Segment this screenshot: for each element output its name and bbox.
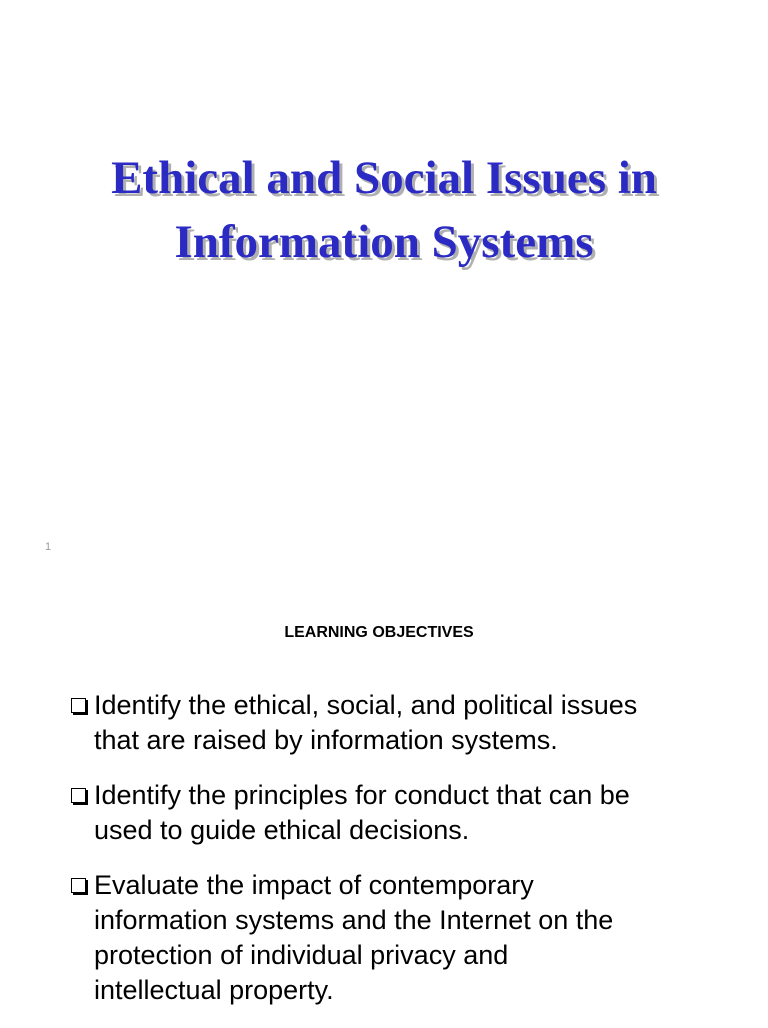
objective-item (70, 688, 730, 758)
square-bullet-icon (71, 698, 86, 713)
objectives-list (70, 688, 730, 1028)
objective-line: intellectual property. (94, 975, 334, 1005)
objective-item (70, 778, 730, 848)
objective-line: that are raised by information systems. (94, 725, 558, 755)
objective-line: Identify the ethical, social, and political issues (94, 690, 638, 720)
slide-number: 1 (45, 541, 52, 553)
objective-line: used to guide ethical decisions. (94, 815, 470, 845)
objective-line: Evaluate the impact of contemporary (94, 870, 534, 900)
objectives-slide (0, 576, 768, 1024)
title-line-1: Ethical and Social Issues in (111, 152, 657, 204)
title-line-2: Information Systems (174, 216, 594, 268)
square-bullet-icon (71, 878, 86, 893)
section-heading: LEARNING OBJECTIVES (284, 624, 474, 641)
objective-line: information systems and the Internet on the (94, 905, 614, 935)
objective-line: protection of individual privacy and (94, 940, 509, 970)
square-bullet-icon (71, 788, 86, 803)
slide-title (20, 146, 748, 274)
objective-item (70, 868, 730, 1008)
objective-line: Identify the principles for conduct that can be (94, 780, 630, 810)
